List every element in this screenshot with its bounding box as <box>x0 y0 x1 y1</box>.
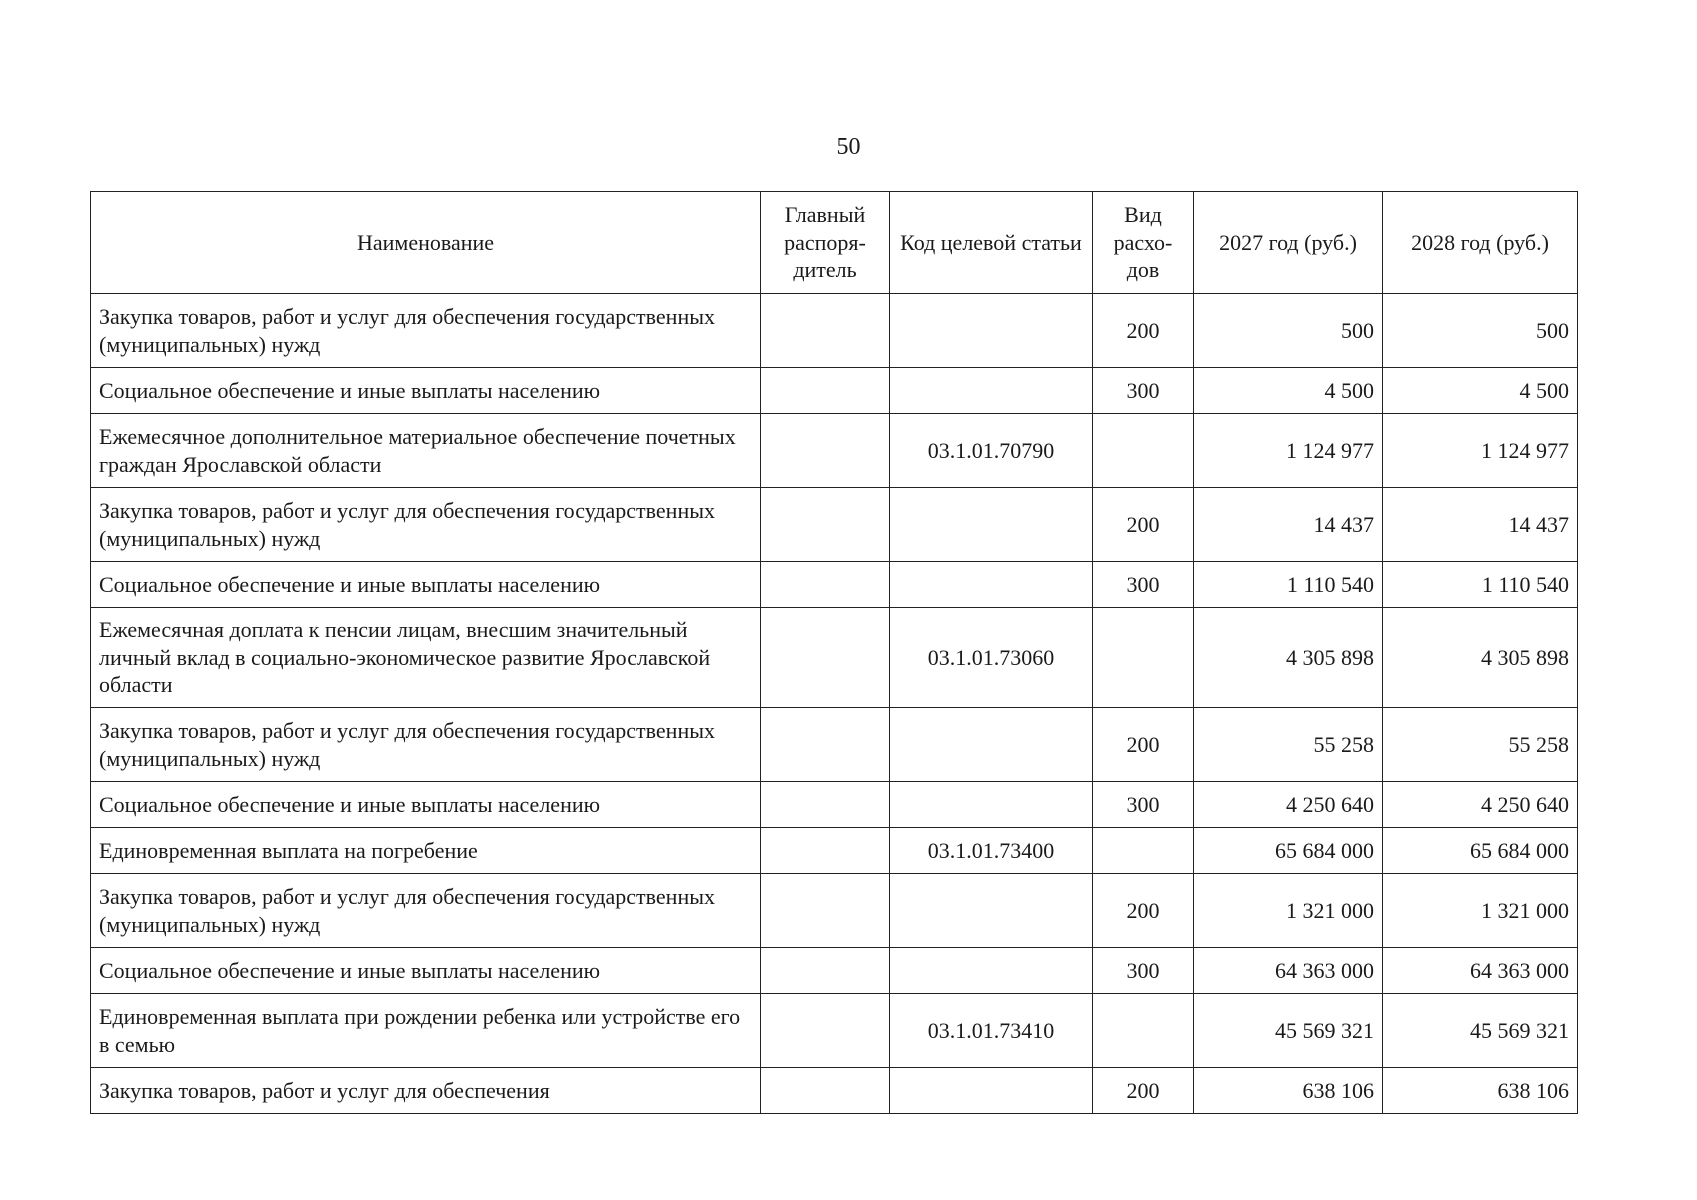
cell-name: Закупка товаров, работ и услуг для обеспечения <box>91 1068 761 1114</box>
cell-code <box>890 294 1093 368</box>
cell-2028: 1 124 977 <box>1383 414 1578 488</box>
cell-code: 03.1.01.73410 <box>890 994 1093 1068</box>
cell-2027: 638 106 <box>1194 1068 1383 1114</box>
cell-admin <box>761 368 890 414</box>
cell-2027: 1 321 000 <box>1194 874 1383 948</box>
cell-2027: 4 500 <box>1194 368 1383 414</box>
cell-admin <box>761 488 890 562</box>
cell-admin <box>761 294 890 368</box>
cell-type: 200 <box>1093 1068 1194 1114</box>
cell-admin <box>761 562 890 608</box>
cell-2027: 64 363 000 <box>1194 948 1383 994</box>
cell-admin <box>761 708 890 782</box>
cell-code <box>890 708 1093 782</box>
cell-type: 300 <box>1093 368 1194 414</box>
header-name: Наименование <box>91 192 761 294</box>
cell-2028: 64 363 000 <box>1383 948 1578 994</box>
cell-code: 03.1.01.73060 <box>890 608 1093 708</box>
cell-admin <box>761 874 890 948</box>
header-2027: 2027 год (руб.) <box>1194 192 1383 294</box>
cell-2027: 14 437 <box>1194 488 1383 562</box>
table-row <box>91 294 1578 368</box>
table-row <box>91 414 1578 488</box>
cell-code: 03.1.01.73400 <box>890 828 1093 874</box>
cell-name: Социальное обеспечение и иные выплаты населению <box>91 782 761 828</box>
cell-2027: 4 250 640 <box>1194 782 1383 828</box>
cell-type <box>1093 414 1194 488</box>
cell-code <box>890 562 1093 608</box>
header-type: Вид расхо-дов <box>1093 192 1194 294</box>
cell-name: Социальное обеспечение и иные выплаты населению <box>91 948 761 994</box>
cell-code: 03.1.01.70790 <box>890 414 1093 488</box>
cell-type: 300 <box>1093 948 1194 994</box>
cell-2028: 65 684 000 <box>1383 828 1578 874</box>
cell-admin <box>761 414 890 488</box>
cell-name: Закупка товаров, работ и услуг для обеспечения государственных (муниципальных) нужд <box>91 708 761 782</box>
table-row <box>91 948 1578 994</box>
cell-name: Ежемесячная доплата к пенсии лицам, внесшим значительный личный вклад в социально-экономическое развитие Ярославской области <box>91 608 761 708</box>
cell-2028: 4 305 898 <box>1383 608 1578 708</box>
header-admin: Главный распоря-дитель <box>761 192 890 294</box>
cell-type <box>1093 828 1194 874</box>
cell-2028: 14 437 <box>1383 488 1578 562</box>
cell-code <box>890 948 1093 994</box>
budget-table <box>90 191 1578 1114</box>
cell-name: Социальное обеспечение и иные выплаты населению <box>91 562 761 608</box>
page-number: 50 <box>836 134 861 160</box>
cell-name: Единовременная выплата на погребение <box>91 828 761 874</box>
cell-type <box>1093 608 1194 708</box>
table-row <box>91 708 1578 782</box>
cell-2028: 4 250 640 <box>1383 782 1578 828</box>
cell-code <box>890 1068 1093 1114</box>
table-row <box>91 562 1578 608</box>
cell-type <box>1093 994 1194 1068</box>
cell-code <box>890 368 1093 414</box>
cell-type: 200 <box>1093 708 1194 782</box>
cell-2027: 65 684 000 <box>1194 828 1383 874</box>
table-row <box>91 368 1578 414</box>
cell-2027: 1 110 540 <box>1194 562 1383 608</box>
cell-name: Единовременная выплата при рождении ребенка или устройстве его в семью <box>91 994 761 1068</box>
cell-name: Социальное обеспечение и иные выплаты населению <box>91 368 761 414</box>
cell-2028: 1 110 540 <box>1383 562 1578 608</box>
cell-2027: 1 124 977 <box>1194 414 1383 488</box>
cell-name: Закупка товаров, работ и услуг для обеспечения государственных (муниципальных) нужд <box>91 874 761 948</box>
table-row <box>91 1068 1578 1114</box>
table-row <box>91 782 1578 828</box>
cell-admin <box>761 994 890 1068</box>
cell-2028: 4 500 <box>1383 368 1578 414</box>
cell-type: 200 <box>1093 294 1194 368</box>
cell-code <box>890 488 1093 562</box>
table-row <box>91 488 1578 562</box>
cell-2028: 638 106 <box>1383 1068 1578 1114</box>
cell-2028: 55 258 <box>1383 708 1578 782</box>
cell-2027: 4 305 898 <box>1194 608 1383 708</box>
cell-admin <box>761 1068 890 1114</box>
table-row <box>91 828 1578 874</box>
table-row <box>91 994 1578 1068</box>
cell-name: Ежемесячное дополнительное материальное обеспечение почетных граждан Ярославской области <box>91 414 761 488</box>
cell-code <box>890 782 1093 828</box>
cell-2027: 500 <box>1194 294 1383 368</box>
table-header-row <box>91 192 1578 294</box>
cell-type: 200 <box>1093 488 1194 562</box>
cell-admin <box>761 608 890 708</box>
table-row <box>91 874 1578 948</box>
cell-2028: 500 <box>1383 294 1578 368</box>
header-code: Код целевой статьи <box>890 192 1093 294</box>
cell-admin <box>761 828 890 874</box>
cell-2027: 55 258 <box>1194 708 1383 782</box>
cell-admin <box>761 948 890 994</box>
table-row <box>91 608 1578 708</box>
cell-2028: 45 569 321 <box>1383 994 1578 1068</box>
cell-code <box>890 874 1093 948</box>
cell-2027: 45 569 321 <box>1194 994 1383 1068</box>
header-2028: 2028 год (руб.) <box>1383 192 1578 294</box>
cell-type: 200 <box>1093 874 1194 948</box>
cell-admin <box>761 782 890 828</box>
cell-name: Закупка товаров, работ и услуг для обеспечения государственных (муниципальных) нужд <box>91 488 761 562</box>
cell-type: 300 <box>1093 782 1194 828</box>
cell-name: Закупка товаров, работ и услуг для обеспечения государственных (муниципальных) нужд <box>91 294 761 368</box>
cell-2028: 1 321 000 <box>1383 874 1578 948</box>
cell-type: 300 <box>1093 562 1194 608</box>
